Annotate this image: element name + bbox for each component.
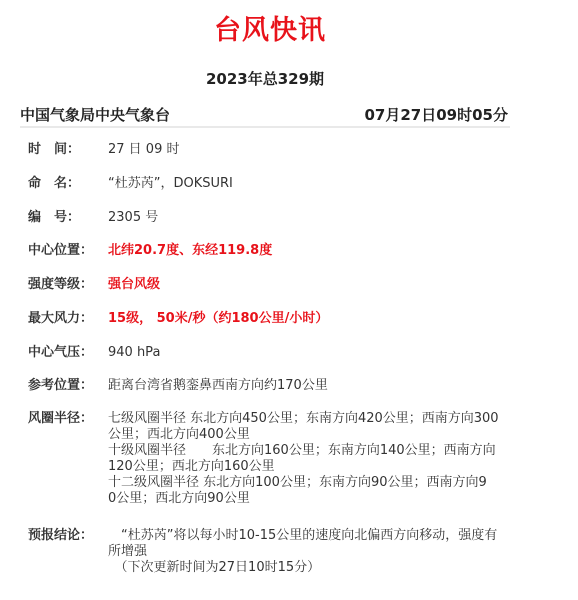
value-intensity: 强台风级 bbox=[108, 277, 161, 292]
value-max-wind: 15级， 50米/秒（约180公里/小时） bbox=[108, 311, 329, 326]
radius-line: 120公里；西北方向160公里 bbox=[108, 459, 275, 474]
value-center: 北纬20.7度、东经119.8度 bbox=[108, 243, 273, 258]
issued-time: 07月27日09时05分 bbox=[364, 106, 508, 124]
label-name: 命 名： bbox=[28, 176, 81, 191]
forecast-line: “杜苏芮”将以每小时10-15公里的速度向北偏西方向移动，强度有 bbox=[108, 528, 498, 543]
label-pressure: 中心气压： bbox=[28, 345, 94, 360]
label-center: 中心位置： bbox=[28, 243, 94, 258]
value-name: “杜苏芮”，DOKSURI bbox=[108, 176, 233, 191]
bulletin-header bbox=[20, 102, 510, 128]
radius-line: 七级风圈半径 东北方向450公里；东南方向420公里；西南方向300 bbox=[108, 411, 499, 426]
value-reference: 距离台湾省鹅銮鼻西南方向约170公里 bbox=[108, 378, 328, 393]
value-forecast bbox=[108, 528, 518, 576]
page-title: 台风快讯 bbox=[214, 15, 326, 46]
label-number: 编 号： bbox=[28, 210, 81, 225]
value-time: 27 日 09 时 bbox=[108, 142, 180, 157]
value-number: 2305 号 bbox=[108, 210, 159, 225]
label-max-wind: 最大风力： bbox=[28, 311, 94, 326]
radius-line: 十二级风圈半径 东北方向100公里；东南方向90公里；西南方向9 bbox=[108, 475, 487, 490]
source-agency: 中国气象局中央气象台 bbox=[20, 106, 171, 124]
label-reference: 参考位置： bbox=[28, 378, 94, 393]
value-radius bbox=[108, 411, 518, 507]
issue-number: 2023年总329期 bbox=[205, 70, 325, 88]
label-radius: 风圈半径： bbox=[28, 411, 94, 426]
label-intensity: 强度等级： bbox=[28, 277, 94, 292]
forecast-line: （下次更新时间为27日10时15分） bbox=[108, 560, 321, 575]
value-pressure: 940 hPa bbox=[108, 345, 161, 360]
label-time: 时 间： bbox=[28, 142, 81, 157]
label-forecast: 预报结论： bbox=[28, 528, 94, 543]
forecast-line: 所增强 bbox=[108, 544, 148, 559]
radius-line: 0公里；西北方向90公里 bbox=[108, 491, 250, 506]
radius-line: 公里；西北方向400公里 bbox=[108, 427, 250, 442]
radius-line: 十级风圈半径 东北方向160公里；东南方向140公里；西南方向 bbox=[108, 443, 496, 458]
